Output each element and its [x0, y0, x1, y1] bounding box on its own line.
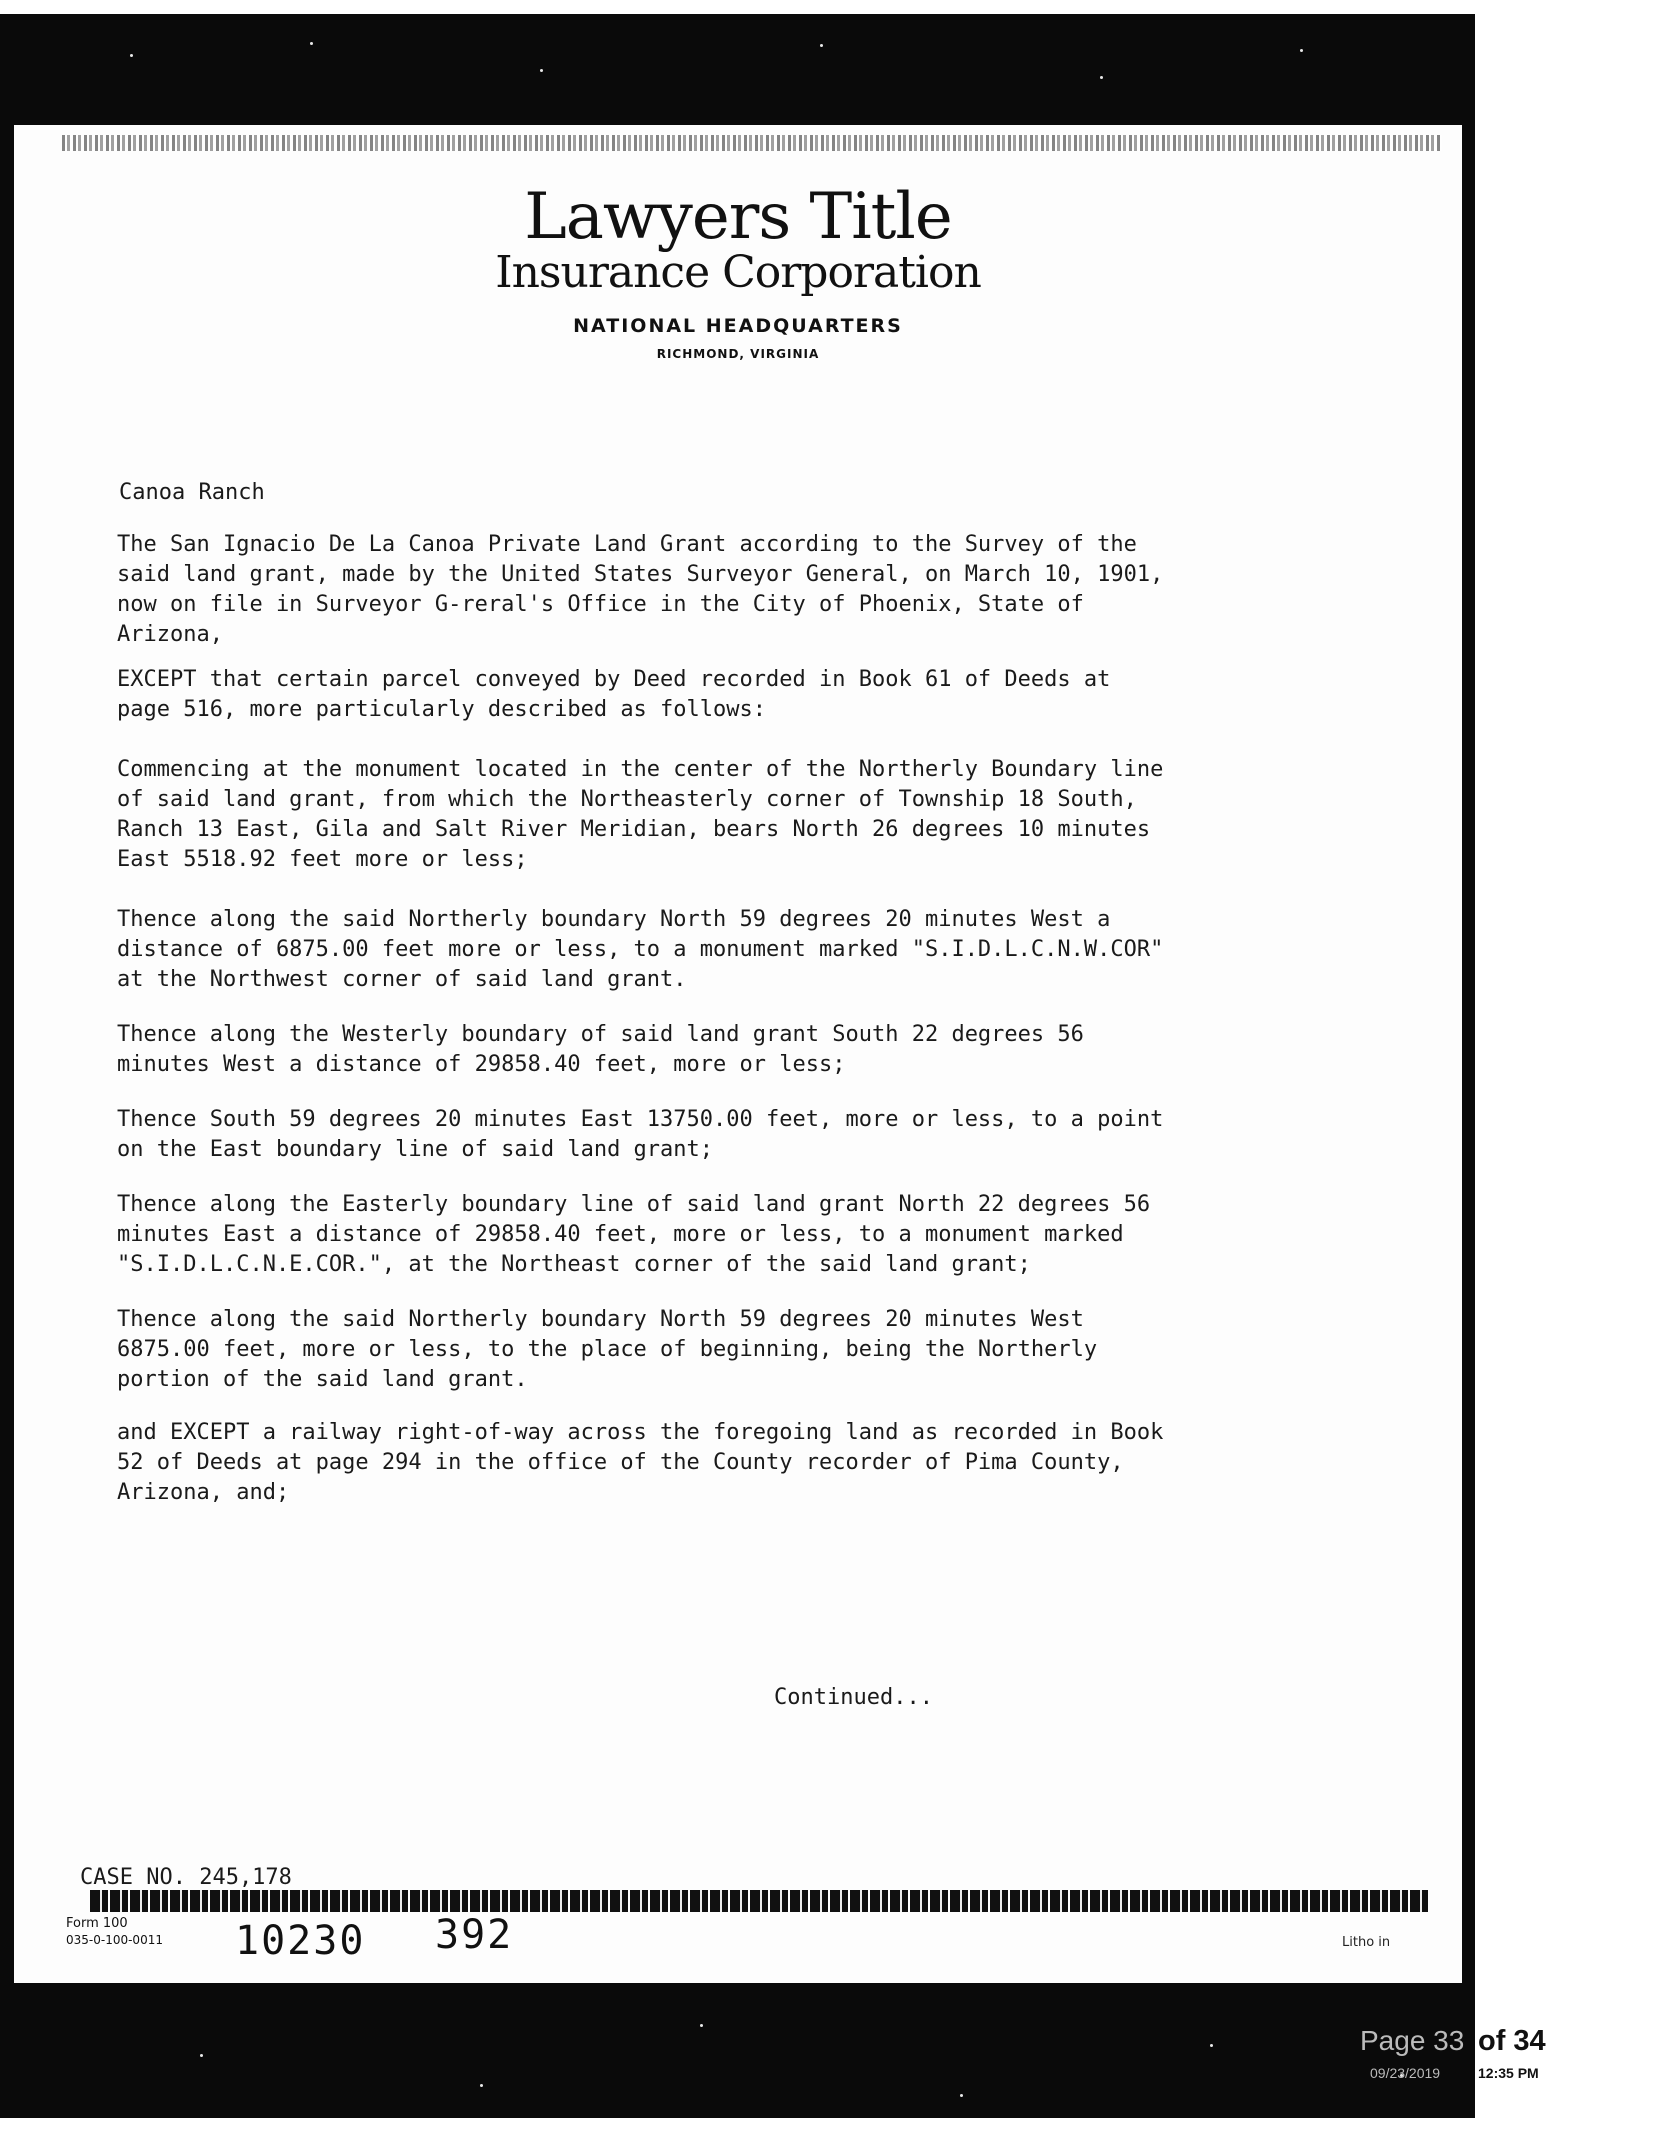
headquarters-label: NATIONAL HEADQUARTERS [573, 315, 903, 337]
paragraph-thence-south: Thence South 59 degrees 20 minutes East 13750.00 feet, more or less, to a point on the East boundary line of said land grant; [117, 1107, 1164, 1162]
document-page [14, 125, 1462, 1983]
page-time: 12:35 PM [1478, 2065, 1539, 2081]
paragraph-railway-except: and EXCEPT a railway right-of-way across the foregoing land as recorded in Book 52 of Deeds at page 294 in the office of the County recorder of Pima County, Arizona, and; [117, 1420, 1164, 1505]
scan-speck [200, 2054, 203, 2057]
page-label: Page 33 [1360, 2025, 1465, 2056]
paragraph-except-parcel: EXCEPT that certain parcel conveyed by Deed recorded in Book 61 of Deeds at page 516, more particularly described as follows: [117, 667, 1111, 722]
document-heading: Canoa Ranch [119, 480, 265, 505]
case-number: CASE NO. 245,178 [80, 1865, 292, 1890]
scan-speck [1100, 76, 1103, 79]
company-logo-line1: Lawyers Title [524, 180, 952, 254]
form-label: Form 100 [66, 1916, 128, 1931]
litho-note: Litho in [1342, 1935, 1391, 1950]
paragraph-thence-northwest: Thence along the said Northerly boundary North 59 degrees 20 minutes West a distance of 6875.00 feet more or less, to a monument marked "S.I.D.L.C.N.W.COR" at the Northwest corner of said land grant. [117, 907, 1164, 992]
perforation-strip [62, 135, 1442, 151]
page-total: of 34 [1478, 2025, 1546, 2057]
scan-speck [700, 2024, 703, 2027]
scan-speck [540, 69, 543, 72]
headquarters-location: RICHMOND, VIRGINIA [656, 347, 820, 361]
form-number: 035-0-100-0011 [66, 1933, 163, 1947]
scan-speck [1300, 49, 1303, 52]
page-date: 09/23/2019 [1370, 2065, 1441, 2081]
scan-speck [820, 44, 823, 47]
stamp-number-2: 392 [435, 1912, 514, 1958]
form-strip [90, 1890, 1430, 1912]
paragraph-commencing: Commencing at the monument located in the center of the Northerly Boundary line of said land grant, from which the Northeasterly corner of Township 18 South, Ranch 13 East, Gila and Salt River Meridian, bears North 26 degrees 10 minutes East 5518.92 feet more or less; [117, 757, 1164, 872]
continued-note: Continued... [774, 1685, 933, 1710]
scan-speck [310, 42, 313, 45]
paragraph-thence-westerly: Thence along the Westerly boundary of said land grant South 22 degrees 56 minutes West a distance of 29858.40 feet, more or less; [117, 1022, 1084, 1077]
scan-speck [1210, 2044, 1213, 2047]
paragraph-thence-easterly: Thence along the Easterly boundary line of said land grant North 22 degrees 56 minutes East a distance of 29858.40 feet, more or less, to a monument marked "S.I.D.L.C.N.E.COR.", at the Northeast corner of the said land grant; [117, 1192, 1151, 1277]
stamp-number-1: 10230 [235, 1918, 366, 1964]
scan-speck [480, 2084, 483, 2087]
scan-speck [130, 54, 133, 57]
paragraph-grant: The San Ignacio De La Canoa Private Land Grant according to the Survey of the said land grant, made by the United States Surveyor General, on March 10, 1901, now on file in Surveyor G-reral's Office in the City of Phoenix, State of Arizona, [117, 532, 1164, 647]
company-logo-line2: Insurance Corporation [495, 247, 981, 298]
paragraph-thence-northerly: Thence along the said Northerly boundary North 59 degrees 20 minutes West 6875.00 feet, more or less, to the place of beginning, being the Northerly portion of the said land grant. [117, 1307, 1098, 1392]
scan-speck [960, 2094, 963, 2097]
